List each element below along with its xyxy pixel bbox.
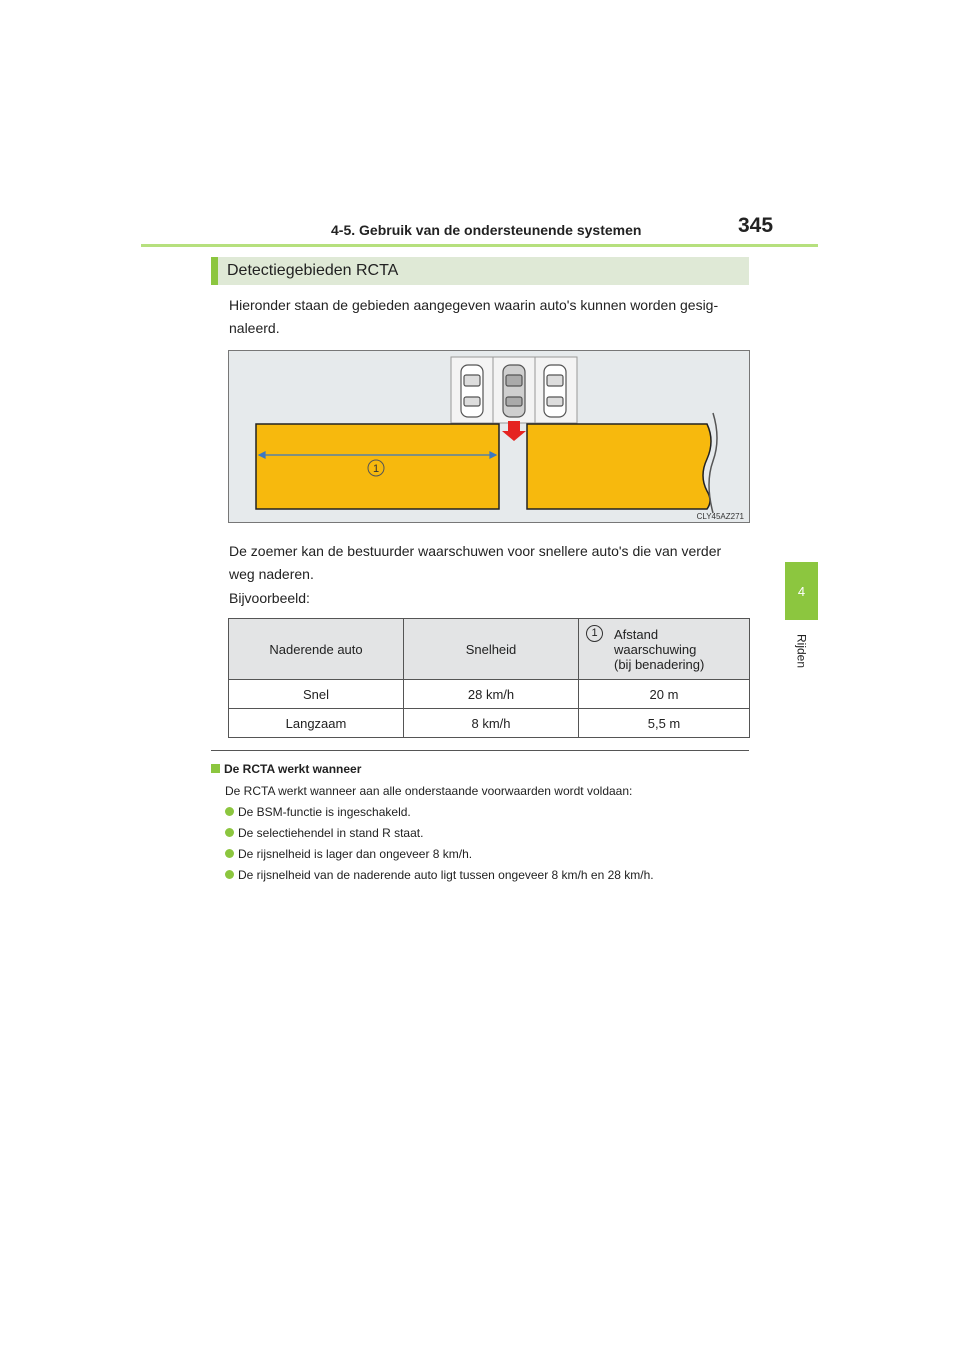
chapter-tab: 4 (785, 562, 818, 620)
intro-paragraph (229, 294, 749, 340)
bullet-icon (225, 807, 234, 816)
list-item: De BSM-functie is ingeschakeld. (225, 805, 411, 819)
page-number: 345 (738, 214, 774, 237)
figure-code: CLY45AZ271 (696, 512, 744, 521)
section-heading: Detectiegebieden RCTA (211, 257, 749, 285)
break-line-icon (709, 413, 717, 513)
bullet-icon (225, 849, 234, 858)
example-label: Bijvoorbeeld: (229, 590, 310, 606)
note-intro: De RCTA werkt wanneer aan alle onderstaande voorwaarden wordt voldaan: (225, 784, 633, 798)
parked-car-right (544, 365, 566, 417)
list-item: De selectiehendel in stand R staat. (225, 826, 423, 840)
table-row (229, 709, 750, 738)
intro-text: Hieronder staan de gebieden aangegeven waarin auto's kunnen worden gesig-naleerd. (229, 297, 719, 336)
chapter-label: Rijden (794, 633, 809, 669)
example-table (228, 618, 750, 738)
running-header: 4-5. Gebruik van de ondersteunende systemen (331, 222, 642, 238)
detection-area-illustration (229, 351, 749, 522)
cell: Langzaam (229, 709, 404, 738)
section-divider (211, 750, 749, 751)
own-car (503, 365, 525, 417)
table-row (229, 680, 750, 709)
header-approaching-car: Naderende auto (229, 619, 404, 680)
header-distance (579, 619, 750, 680)
detection-zone-right (527, 424, 711, 509)
cell: 8 km/h (404, 709, 579, 738)
bullet-icon (225, 870, 234, 879)
parked-car-left (461, 365, 483, 417)
cell: 5,5 m (579, 709, 750, 738)
table-callout-1: 1 (586, 625, 603, 642)
callout-1-label: 1 (372, 463, 380, 475)
note-heading: De RCTA werkt wanneer (211, 762, 361, 776)
detection-area-figure (228, 350, 750, 523)
square-bullet-icon (211, 764, 220, 773)
list-item: De rijsnelheid is lager dan ongeveer 8 km/h. (225, 847, 472, 861)
cell: 20 m (579, 680, 750, 709)
header-distance-label: Afstand waarschuwing (bij benadering) (614, 626, 705, 672)
header-speed: Snelheid (404, 619, 579, 680)
warning-paragraph (229, 540, 749, 586)
list-item: De rijsnelheid van de naderende auto ligt tussen ongeveer 8 km/h en 28 km/h. (225, 868, 654, 882)
cell: Snel (229, 680, 404, 709)
bullet-icon (225, 828, 234, 837)
warning-text: De zoemer kan de bestuurder waarschuwen voor snellere auto's die van verder weg naderen. (229, 543, 722, 582)
header-rule (141, 244, 818, 247)
reverse-arrow (502, 421, 526, 441)
table-header-row (229, 619, 750, 680)
cell: 28 km/h (404, 680, 579, 709)
